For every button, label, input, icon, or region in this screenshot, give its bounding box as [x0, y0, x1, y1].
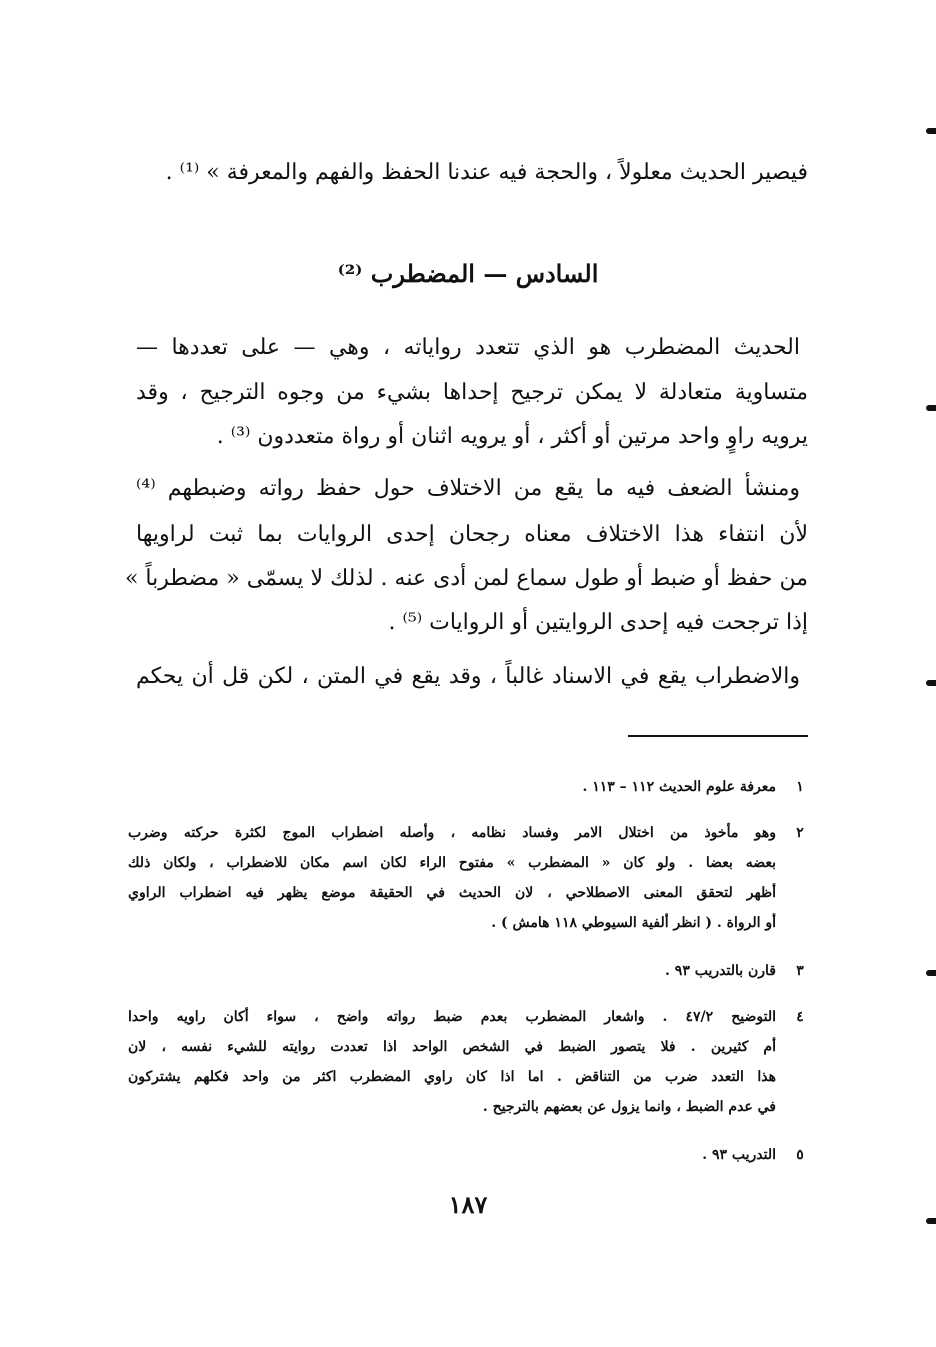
footnote-number: ٢ — [796, 825, 804, 841]
footnote-line: بعضه بعضا . ولو كان « المضطرب » مفتوح الراء لكان اسم مكان للاضطراب ، ولكان ذلك — [128, 855, 776, 871]
footnote-line: معرفة علوم الحديث ١١٢ – ١١٣ . — [582, 779, 776, 795]
footnote-3 — [128, 956, 808, 986]
footnote-2 — [128, 818, 808, 938]
paragraph-2-line: لأن انتفاء هذا الاختلاف معناه رجحان إحدى الروايات بما ثبت لراويها — [136, 522, 808, 547]
paragraph-1-line: الحديث المضطرب هو الذي تتعدد رواياته ، وهي — على تعددها — — [136, 335, 800, 360]
footnote-number: ٣ — [796, 963, 804, 979]
scan-mark — [926, 680, 936, 686]
footnote-line: في عدم الضبط ، وانما يزول عن بعضهم بالترجيح . — [482, 1099, 776, 1115]
footnote-line: وهو مأخوذ من اختلال الامر وفساد نظامه ، وأصله اضطراب الموج لكثرة حركته وضرب — [128, 825, 776, 841]
scan-mark — [926, 1218, 936, 1224]
paragraph-3-line: والاضطراب يقع في الاسناد غالباً ، وقد يقع في المتن ، لكن قل أن يحكم — [136, 664, 800, 689]
scan-mark — [926, 405, 936, 411]
footnote-line: أو الرواة . ( انظر ألفية السيوطي ١١٨ هامش ) . — [491, 915, 776, 931]
footnote-line: قارن بالتدريب ٩٣ . — [665, 963, 776, 979]
paragraph-2-line: ومنشأ الضعف فيه ما يقع من الاختلاف حول حفظ رواته وضبطهم ⁽⁴⁾ — [136, 476, 800, 501]
footnote-number: ٥ — [796, 1147, 804, 1163]
footnote-number: ٤ — [796, 1009, 804, 1025]
page-number: ١٨٧ — [448, 1190, 488, 1219]
footnote-line: أم كثيرين . فلا يتصور الضبط في الشخص الواحد اذا تعددت روايته للشيء نفسه ، لان — [128, 1039, 776, 1055]
paragraph-2-line: إذا ترجحت فيه إحدى الروايتين أو الروايات ⁽⁵⁾ . — [388, 610, 808, 635]
scan-mark — [926, 970, 936, 976]
footnote-4 — [128, 1002, 808, 1122]
paragraph-2-line: من حفظ أو ضبط أو طول سماع لمن أدى عنه . لذلك لا يسمّى « مضطرباً » — [124, 566, 808, 591]
paragraph-1-line: يرويه راوٍ واحد مرتين أو أكثر ، أو يرويه اثنان أو رواة متعددون ⁽³⁾ . — [216, 424, 808, 449]
opening-line: فيصير الحديث معلولاً ، والحجة فيه عندنا الحفظ والفهم والمعرفة » ⁽¹⁾ . — [165, 160, 808, 185]
footnote-5 — [128, 1140, 808, 1170]
footnote-1 — [128, 772, 808, 802]
footnote-line: التوضيح ٤٧/٢ . واشعار المضطرب بعدم ضبط رواته واضح ، سواء أكان راويه واحدا — [128, 1009, 777, 1025]
section-heading: السادس — المضطرب ⁽²⁾ — [337, 259, 599, 288]
footnote-number: ١ — [796, 779, 804, 795]
footnote-separator — [628, 735, 808, 737]
footnote-line: أظهر لتحقق المعنى الاصطلاحي ، لان الحديث في الحقيقة موضع يظهر فيه اضطراب الراوي — [128, 885, 776, 901]
footnote-line: التدريب ٩٣ . — [702, 1147, 776, 1163]
scan-mark — [926, 128, 936, 134]
paragraph-1-line: متساوية متعادلة لا يمكن ترجيح إحداها بشيء من وجوه الترجيح ، وقد — [136, 380, 808, 405]
footnote-line: هذا التعدد ضرب من التناقض . اما اذا كان راوي المضطرب اكثر من واحد فكلهم يشتركون — [128, 1069, 776, 1085]
